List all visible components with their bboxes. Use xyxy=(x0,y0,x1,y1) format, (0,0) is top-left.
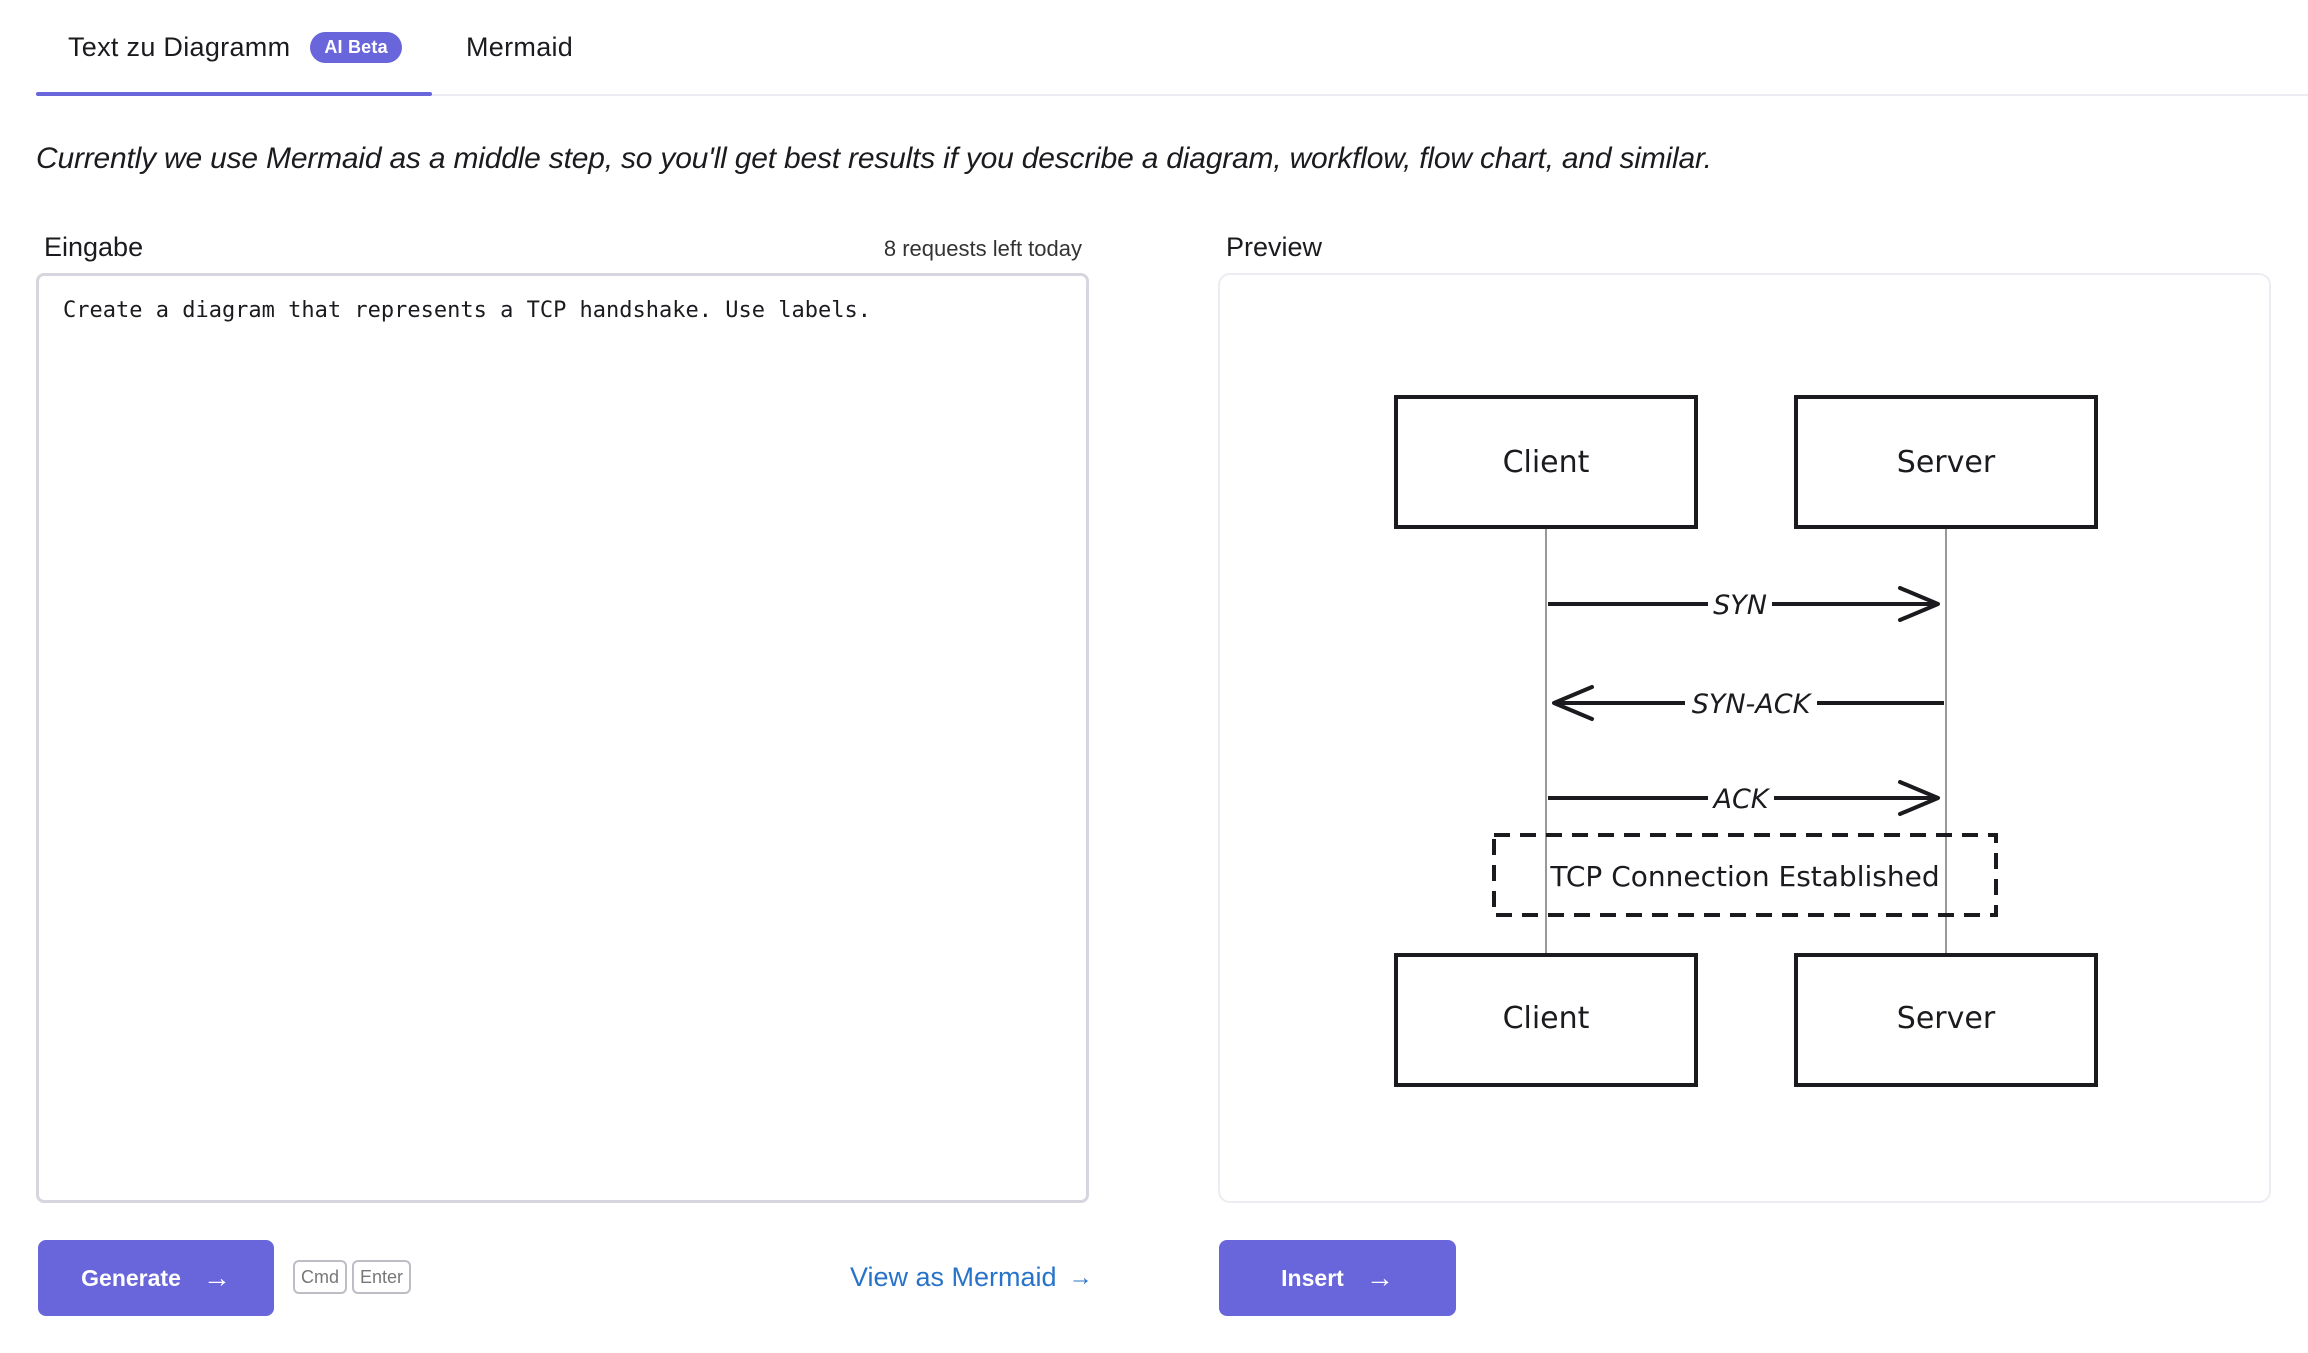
message-syn-ack xyxy=(1554,685,1944,720)
intro-text: Currently we use Mermaid as a middle step, so you'll get best results if you describe a diagram, workflow, flow chart, and similar. xyxy=(36,142,1712,175)
insert-button[interactable] xyxy=(1219,1240,1456,1316)
participant-client-bottom-label: Client xyxy=(1502,1001,1590,1036)
generate-button[interactable] xyxy=(38,1240,274,1316)
tab-mermaid[interactable] xyxy=(466,0,573,94)
note-connection-established xyxy=(1494,835,1996,915)
arrow-right-icon: → xyxy=(202,1262,231,1293)
insert-button-label: Insert xyxy=(1281,1264,1344,1291)
message-ack-label: ACK xyxy=(1713,784,1769,815)
participant-server-bottom-label: Server xyxy=(1896,1001,1996,1036)
preview-label: Preview xyxy=(1226,232,1323,262)
participant-server-top-label: Server xyxy=(1896,445,1996,480)
preview-panel xyxy=(1218,273,2271,1203)
message-syn xyxy=(1548,586,1938,621)
shortcut-cmd-key: Cmd xyxy=(293,1260,347,1294)
note-label: TCP Connection Established xyxy=(1550,860,1940,893)
sequence-diagram xyxy=(1220,275,2273,1205)
shortcut-enter-key: Enter xyxy=(352,1260,411,1294)
arrow-right-icon: → xyxy=(1365,1262,1394,1293)
active-tab-indicator xyxy=(36,92,432,96)
input-label: Eingabe xyxy=(44,232,144,262)
tab-text-to-diagram[interactable] xyxy=(36,0,432,94)
tab-mermaid-label: Mermaid xyxy=(466,31,574,62)
message-ack xyxy=(1548,780,1938,815)
arrow-right-icon: → xyxy=(1068,1263,1093,1291)
tab-bar xyxy=(36,0,2308,96)
generate-button-label: Generate xyxy=(81,1264,181,1291)
message-syn-label: SYN xyxy=(1713,590,1767,621)
participant-client-bottom xyxy=(1396,955,1696,1085)
participant-client-top-label: Client xyxy=(1502,445,1590,480)
prompt-textarea[interactable]: Create a diagram that represents a TCP handshake. Use labels. xyxy=(36,273,1089,1203)
participant-server-top xyxy=(1796,397,2096,527)
message-syn-ack-label: SYN-ACK xyxy=(1691,689,1811,720)
view-as-mermaid-label: View as Mermaid xyxy=(850,1262,1057,1292)
participant-client-top xyxy=(1396,397,1696,527)
participant-server-bottom xyxy=(1796,955,2096,1085)
view-as-mermaid-link[interactable] xyxy=(850,1262,1093,1293)
ai-beta-badge: AI Beta xyxy=(310,32,401,63)
tab-text-to-diagram-label: Text zu Diagramm xyxy=(68,31,291,62)
requests-left: 8 requests left today xyxy=(883,236,1082,261)
